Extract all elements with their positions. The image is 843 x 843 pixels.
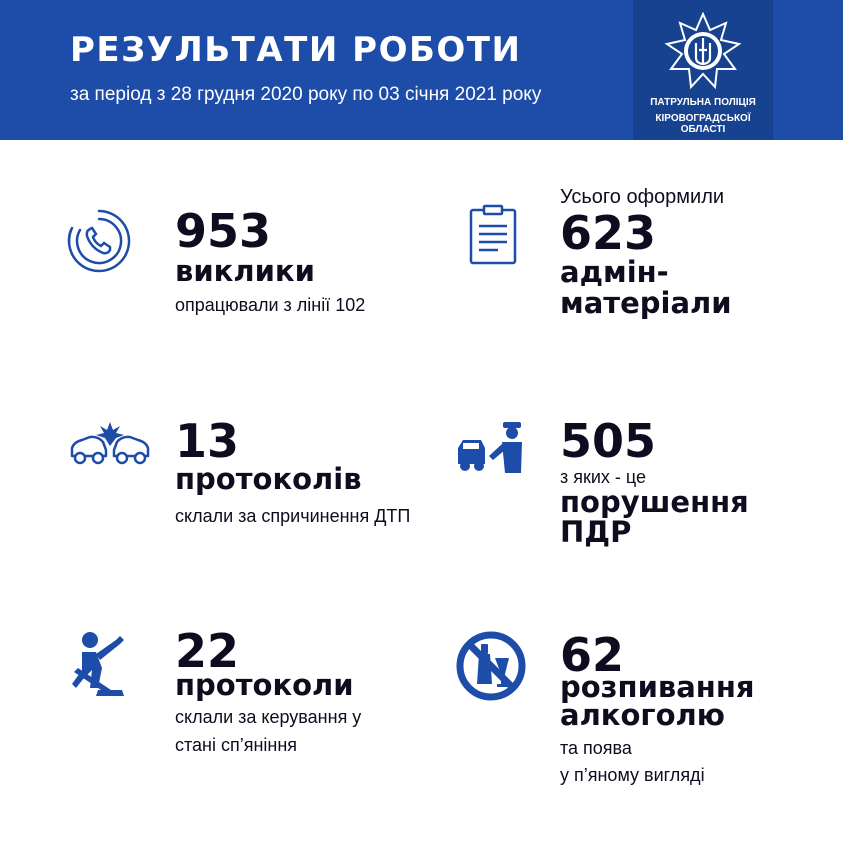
police-star-icon	[663, 12, 743, 92]
period-subtitle: за період з 28 грудня 2020 року по 03 січня 2021 року	[70, 84, 542, 105]
drunk-driving-description-line2: стані сп’яніння	[175, 735, 298, 755]
violations-number: 505	[560, 414, 657, 468]
accidents-description: склали за спричинення ДТП	[175, 506, 411, 526]
calls-label: виклики	[175, 254, 315, 288]
no-alcohol-icon	[455, 630, 527, 702]
car-crash-icon	[68, 420, 152, 468]
police-label-line2: КІРОВОГРАДСЬКОЇ	[655, 113, 751, 124]
alcohol-description-line1: та поява	[560, 738, 632, 758]
page-title: РЕЗУЛЬТАТИ РОБОТИ	[70, 30, 522, 70]
admin-label-line1: адмін-	[560, 255, 669, 289]
alcohol-number: 62	[560, 628, 625, 682]
admin-prefix: Усього оформили	[560, 186, 725, 208]
violations-label-line2: ПДР	[560, 515, 632, 549]
calls-description: опрацювали з лінії 102	[175, 295, 366, 315]
police-logo-panel	[633, 0, 773, 140]
clipboard-icon	[468, 204, 518, 266]
accidents-number: 13	[175, 414, 240, 468]
police-label-line1: ПАТРУЛЬНА ПОЛІЦІЯ	[650, 97, 756, 108]
police-label-line3: ОБЛАСТІ	[680, 124, 726, 135]
drunk-driving-label: протоколи	[175, 668, 354, 702]
traffic-police-icon	[455, 418, 529, 474]
admin-label-line2: матеріали	[560, 286, 732, 320]
accidents-label: протоколів	[175, 462, 362, 496]
admin-number: 623	[560, 206, 657, 260]
violations-label-line1: порушення	[560, 485, 749, 519]
phone-call-icon	[66, 208, 132, 274]
calls-number: 953	[175, 204, 272, 258]
violations-prefix: з яких - це	[560, 467, 647, 487]
drunk-driving-description-line1: склали за керування у	[175, 707, 362, 727]
alcohol-description-line2: у п’яному вигляді	[560, 765, 705, 785]
alcohol-label-line2: алкоголю	[560, 698, 725, 732]
drunk-driving-number: 22	[175, 624, 240, 678]
alcohol-label-line1: розпивання	[560, 670, 755, 704]
header-banner	[0, 0, 843, 140]
drunk-driver-icon	[68, 628, 134, 702]
